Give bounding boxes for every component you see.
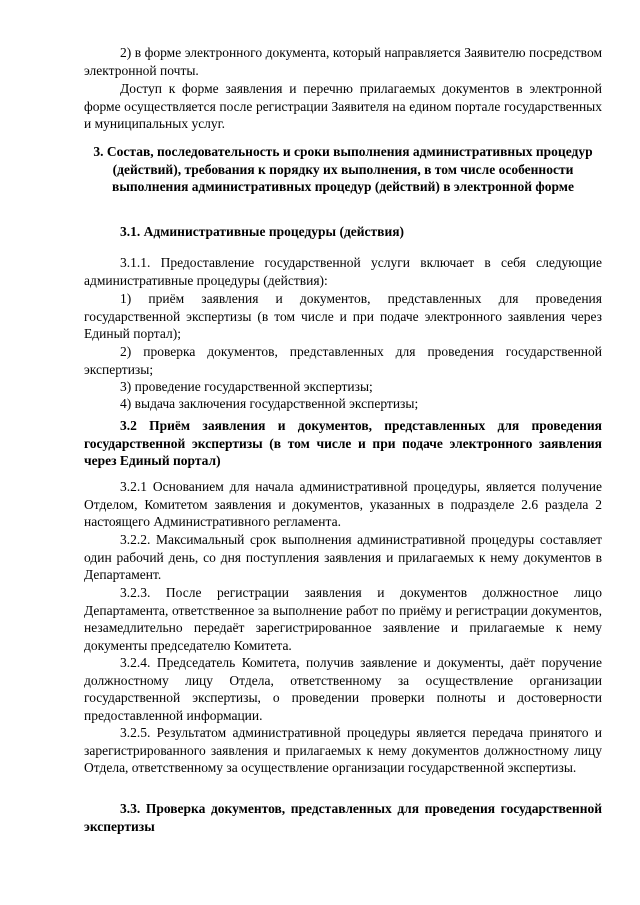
- paragraph-3-2-1: 3.2.1 Основанием для начала административной процедуры, является получение Отделом, Комитетом заявления и документов, указанных в подразделе 2.6 раздела 2 настоящего Административного регламента.: [84, 479, 602, 529]
- list-item-procedure-1: 1) приём заявления и документов, представленных для проведения государственной экспертизы (в том числе и при подаче электронного заявления через Единый портал);: [84, 291, 602, 341]
- paragraph-3-2-3: 3.2.3. После регистрации заявления и документов должностное лицо Департамента, ответственное за выполнение работ по приёму и регистрации документов, незамедлительно передаёт зарегистрированное заявление и прилагаемые к нему документы председателю Комитета.: [84, 585, 602, 653]
- list-item-procedure-3: 3) проведение государственной экспертизы;: [120, 379, 373, 394]
- paragraph-form-access: Доступ к форме заявления и перечню прилагаемых документов в электронной форме осуществляется после регистрации Заявителя на едином портале государственных и муниципальных услуг.: [84, 81, 602, 131]
- subsection-3-2-heading: 3.2 Приём заявления и документов, представленных для проведения государственной экспертизы (в том числе и при подаче электронного заявления через Единый портал): [84, 418, 602, 468]
- paragraph-3-2-5: 3.2.5. Результатом административной процедуры является передача принятого и зарегистрированного заявления и прилагаемых к нему документов должностному лицу Отдела, ответственному за осуществление организации государственной экспертизы.: [84, 725, 602, 775]
- section-3-heading: 3. Состав, последовательность и сроки выполнения административных процедур (действий), требования к порядку их выполнения, в том числе особенности выполнения административных процедур (действий) в электронной форме: [93, 144, 593, 194]
- subsection-3-3-heading: 3.3. Проверка документов, представленных для проведения государственной экспертизы: [84, 801, 602, 834]
- paragraph-3-2-2: 3.2.2. Максимальный срок выполнения административной процедуры составляет один рабочий день, со дня поступления заявления и прилагаемых к нему документов в Департамент.: [84, 532, 602, 582]
- list-item-procedure-2: 2) проверка документов, представленных для проведения государственной экспертизы;: [84, 344, 602, 377]
- paragraph-3-1-1: 3.1.1. Предоставление государственной услуги включает в себя следующие административные процедуры (действия):: [84, 255, 602, 288]
- paragraph-3-2-4: 3.2.4. Председатель Комитета, получив заявление и документы, даёт поручение должностному лицу Отдела, ответственному за осуществление организации государственной экспертизы, о проведении проверки полноты и достоверности предоставленной информации.: [84, 655, 602, 723]
- list-item-electronic-document: 2) в форме электронного документа, который направляется Заявителю посредством электронной почты.: [84, 45, 602, 78]
- list-item-procedure-4: 4) выдача заключения государственной экспертизы;: [120, 396, 419, 411]
- subsection-3-1-heading: 3.1. Административные процедуры (действия): [120, 224, 405, 239]
